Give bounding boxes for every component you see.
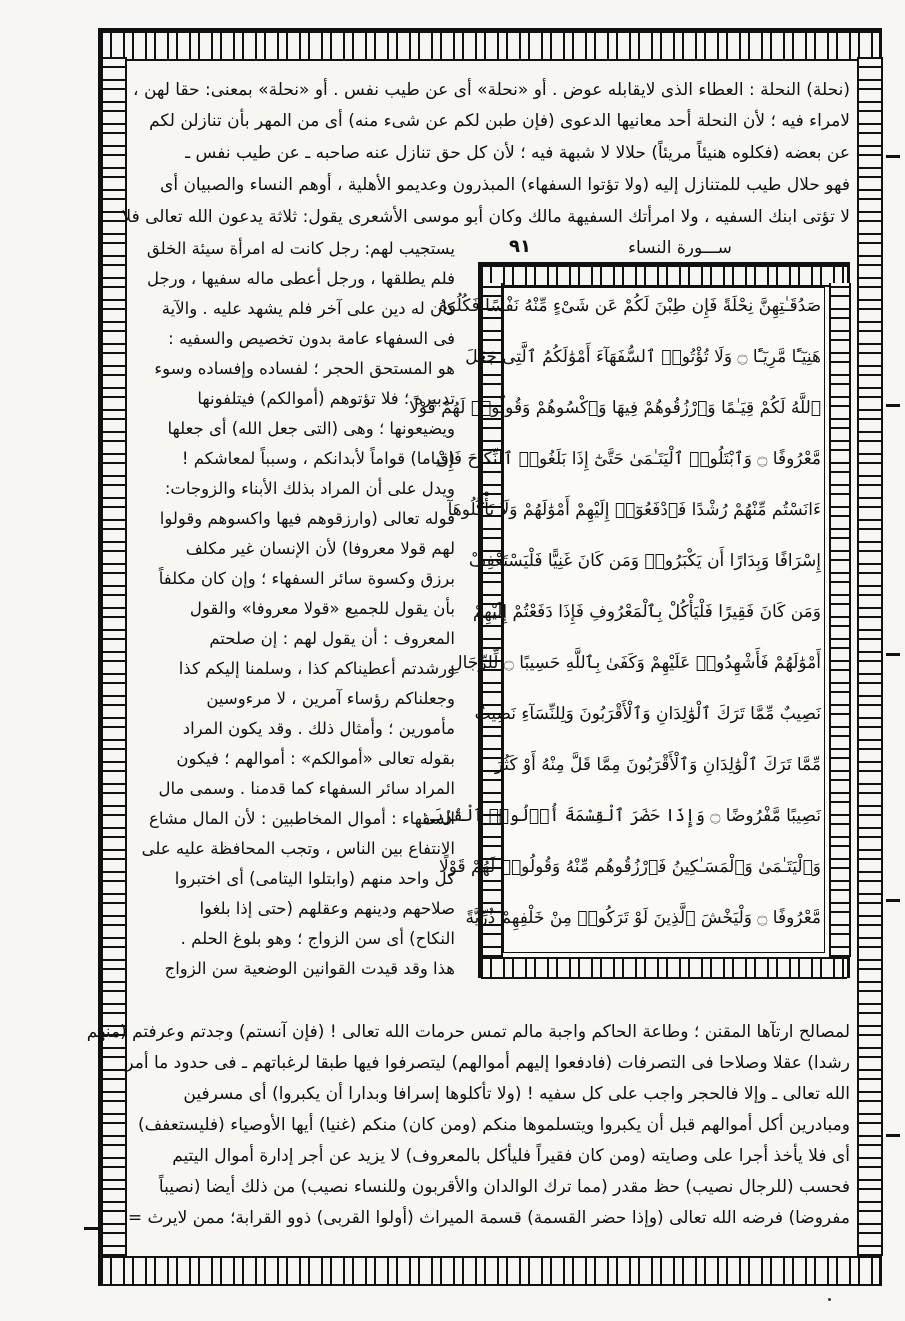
quran-verse-line: ءَانَسْتُم مِّنْهُمْ رُشْدًا فَٱدْفَعُوٓا۟ إِلَيْهِمْ أَمْوَٰلَهُمْ وَلَا تَأْكُلُوهَآ: [447, 500, 821, 520]
side-commentary-line: النكاح) أى سن الزواج ؛ وهو بلوغ الحلم .: [180, 929, 455, 948]
top-border-ornament: [101, 31, 879, 61]
quran-verse-line: مَّعْرُوفًا ۝ وَلْيَخْشَ ٱلَّذِينَ لَوْ تَرَكُوا۟ مِنْ خَلْفِهِمْ ذُرِّيَّةً: [465, 908, 821, 928]
right-border-ornament: [857, 57, 883, 1256]
side-commentary-line: لهم قولا معروفا) لأن الإنسان غير مكلف: [185, 539, 455, 558]
quran-verse-line: نَصِيبٌ مِّمَّا تَرَكَ ٱلْوَٰلِدَانِ وَٱلْأَقْرَبُونَ وَلِلنِّسَآءِ نَصِيبٌ: [474, 704, 821, 724]
side-commentary-line: كان له دين على آخر فلم يشهد عليه . والآية: [161, 299, 455, 318]
commentary-line: رشدا) عقلا وصلاحا فى التصرفات (فادفعوا إليهم أموالهم) ليتصرفوا فيها طبقا لرغباتهم ـ فى حدود ما أمر: [125, 1053, 850, 1073]
side-commentary-line: بأن يقول للجميع «قولا معروفا» والقول: [189, 599, 455, 618]
quran-frame-top-ornament: [481, 265, 847, 287]
quran-verse-line: ٱللَّهُ لَكُمْ قِيَـٰمًا وَٱرْزُقُوهُمْ فِيهَا وَٱكْسُوهُمْ وَقُولُوا۟ لَهُمْ قَوْلًا: [409, 398, 821, 418]
quran-verse-line: وَٱلْيَتَـٰمَىٰ وَٱلْمَسَـٰكِينُ فَٱرْزُقُوهُم مِّنْهُ وَقُولُوا۟ لَهُمْ قَوْلًا: [439, 857, 821, 877]
commentary-line: (نحلة) النحلة : العطاء الذى لايقابله عوض . أو «نحلة» أى عن طيب نفس . أو «نحلة» بمعنى: حقا لهن ،: [133, 80, 850, 100]
page-number: ٩١: [509, 236, 531, 257]
margin-mark: [886, 155, 900, 158]
side-commentary-line: فلم يطلقها ، ورجل أعطى ماله سفيها ، ورجل: [146, 269, 455, 288]
commentary-line: فهو حلال طيب للمتنازل إليه (ولا تؤتوا السفهاء) المبذرون وعديمو الأهلية ، أوهم النساء والصبيان أى: [160, 175, 850, 195]
side-commentary-line: مأمورين ؛ وأمثال ذلك . وقد يكون المراد: [182, 719, 455, 738]
side-commentary-line: ورشدتم أعطيناكم كذا ، وسلمنا إليكم كذا: [178, 659, 455, 678]
side-commentary-line: هذا وقد قيدت القوانين الوضعية سن الزواج: [164, 959, 455, 978]
left-border-ornament: [101, 57, 127, 1256]
scan-speck: [828, 1298, 831, 1301]
quran-verse-line: إِسْرَافًا وَبِدَارًا أَن يَكْبَرُوا۟ وَمَن كَانَ غَنِيًّا فَلْيَسْتَعْفِفْ: [468, 551, 821, 571]
commentary-line: مفروضا) فرضه الله تعالى (وإذا حضر القسمة) قسمة الميراث (أولوا القربى) ذوو القرابة؛ ممن لايرث =: [127, 1208, 850, 1228]
side-commentary-line: وجعلناكم رؤساء آمرين ، لا مرءوسين: [206, 689, 455, 708]
side-commentary-line: فى السفهاء عامة بدون تخصيص والسفيه :: [168, 329, 455, 348]
commentary-line: أى فلا يأخذ أجرا على وصايته (ومن كان فقيراً فليأكل بالمعروف) لا يزيد عن أجر إدارة أموال اليتيم: [172, 1146, 850, 1166]
side-commentary-line: هو المستحق الحجر ؛ لفساده وإفساده وسوء: [154, 359, 455, 378]
quran-verse-line: مِّمَّا تَرَكَ ٱلْوَٰلِدَانِ وَٱلْأَقْرَبُونَ مِمَّا قَلَّ مِنْهُ أَوْ كَثُرَ: [494, 755, 821, 775]
margin-mark: [886, 404, 900, 407]
commentary-line: لامراء فيه ؛ لأن النحلة أحد معانيها الدعوى (فإن طبن لكم عن شىء منه) أى من المهر بأن تنازلن لكم: [149, 111, 850, 131]
side-commentary-line: بقوله تعالى «أموالكم» : أموالهم ؛ فيكون: [176, 749, 455, 768]
quran-verse-line: نَصِيبًا مَّفْرُوضًا ۝ وَإِذَا حَضَرَ ٱلْقِسْمَةَ أُو۟لُوا۟ ٱلْقُرْبَىٰ: [423, 806, 821, 826]
quran-verse-line: صَدُقَـٰتِهِنَّ نِحْلَةً فَإِن طِبْنَ لَكُمْ عَن شَىْءٍ مِّنْهُ نَفْسًا فَكُلُوهُ: [438, 296, 821, 316]
side-commentary-line: الانتفاع بين الناس ، وتجب المحافظة عليه على: [141, 839, 455, 858]
side-commentary-line: (قياما) قواماً لأبدانكم ، وسبباً لمعاشكم !: [181, 449, 455, 468]
margin-mark: [84, 1227, 98, 1230]
quran-verse-line: أَمْوَٰلَهُمْ فَأَشْهِدُوا۟ عَلَيْهِمْ وَكَفَىٰ بِٱللَّهِ حَسِيبًا ۝ لِّلرِّجَالِ: [450, 653, 821, 673]
margin-mark: [886, 653, 900, 656]
quran-verse-line: وَمَن كَانَ فَقِيرًا فَلْيَأْكُلْ بِٱلْمَعْرُوفِ فَإِذَا دَفَعْتُمْ إِلَيْهِمْ: [472, 602, 821, 622]
quran-verse-line: هَنِيٓـًٔا مَّرِيٓـًٔا ۝ وَلَا تُؤْتُوا۟ ٱلسُّفَهَآءَ أَمْوَٰلَكُمُ ٱلَّتِى جَعَلَ: [465, 347, 821, 367]
commentary-line: ومبادرين أكل أموالهم قبل أن يكبروا ويتسلموها منكم (ومن كان) منكم (غنيا) أيها الأوصياء (فليستعفف): [137, 1115, 850, 1135]
quran-frame-right-ornament: [829, 283, 851, 957]
side-commentary-line: صلاحهم ودينهم وعقلهم (حتى إذا بلغوا: [199, 899, 455, 918]
side-commentary-line: المراد سائر السفهاء كما قدمنا . وسمى مال: [158, 779, 455, 798]
side-commentary-line: برزق وكسوة سائر السفهاء ؛ وإن كان مكلفاً: [158, 569, 455, 588]
margin-mark: [886, 899, 900, 902]
side-commentary-line: تدبيره ؛ فلا تؤتوهم (أموالكم) فيتلفونها: [197, 389, 455, 408]
side-commentary-line: يستجيب لهم: رجل كانت له امرأة سيئة الخلق: [146, 239, 455, 258]
bottom-border-ornament: [101, 1256, 879, 1286]
side-commentary-line: ويضيعونها ؛ وهى (التى جعل الله) أى جعلها: [167, 419, 455, 438]
side-commentary-line: المعروف : أن يقول لهم : إن صلحتم: [209, 629, 455, 648]
commentary-line: فحسب (للرجال نصيب) حظ مقدر (مما ترك الوالدان والأقربون وللنساء نصيب) من ذلك أيضا (نصيباً: [158, 1177, 850, 1197]
surah-header: ســـورة النساء: [628, 238, 732, 258]
commentary-line: لمصالح ارتآها المقنن ؛ وطاعة الحاكم واجبة مالم تمس حرمات الله تعالى ! (فإن آنستم) وجدتم وعرفتم (منهم: [86, 1022, 850, 1042]
side-commentary-line: السفهاء : أموال المخاطبين : لأن المال مشاع: [148, 809, 455, 828]
side-commentary-line: ويدل على أن المراد بذلك الأبناء والزوجات:: [164, 479, 455, 498]
side-commentary-line: كل واحد منهم (وابتلوا اليتامى) أى اختبروا: [174, 869, 455, 888]
commentary-line: عن بعضه (فكلوه هنيئاً مريئاً) حلالا لا شبهة فيه ؛ لأن كل حق تنازل عنه صاحبه ـ عن طيب نفس ـ: [185, 143, 850, 163]
margin-mark: [886, 1134, 900, 1137]
commentary-line: الله تعالى ـ وإلا فالحجر واجب على كل سفيه ! (ولا تأكلوها إسرافا وبدارا أن يكبروا) أى مسرفين: [183, 1084, 850, 1104]
side-commentary-line: قوله تعالى (وارزقوهم فيها واكسوهم وقولوا: [159, 509, 455, 528]
quran-frame-bottom-ornament: [481, 957, 847, 979]
commentary-line: لا تؤتى ابنك السفيه ، ولا امرأتك السفيهة مالك وكان أبو موسى الأشعرى يقول: ثلاثة يدعون الله تعالى فلا: [121, 207, 850, 227]
quran-verse-line: مَّعْرُوفًا ۝ وَٱبْتَلُوا۟ ٱلْيَتَـٰمَىٰ حَتَّىٰٓ إِذَا بَلَغُوا۟ ٱلنِّكَاحَ فَإِنْ: [436, 449, 821, 469]
